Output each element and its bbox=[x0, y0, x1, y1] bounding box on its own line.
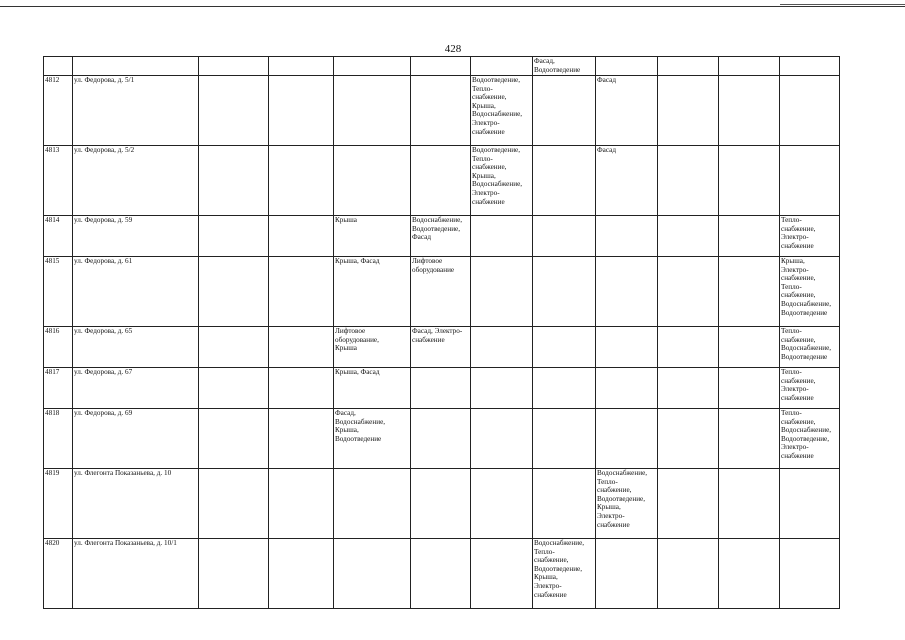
table-cell bbox=[199, 539, 269, 609]
table-cell bbox=[533, 469, 596, 539]
row-number: 4815 bbox=[44, 257, 73, 327]
table-cell bbox=[334, 368, 411, 409]
cell-text: Водоснабжение, Водоотведение, Фасад bbox=[412, 216, 463, 242]
table-cell bbox=[719, 257, 780, 327]
row-number: 4813 bbox=[44, 146, 73, 216]
table-cell bbox=[658, 368, 719, 409]
table-cell bbox=[596, 57, 658, 76]
table-cell bbox=[471, 539, 533, 609]
table-cell bbox=[269, 327, 334, 368]
cell-text: Фасад, Водоснабжение, Крыша, Водоотведение bbox=[335, 409, 386, 443]
table-cell bbox=[596, 368, 658, 409]
row-number: 4812 bbox=[44, 76, 73, 146]
table-cell bbox=[411, 57, 471, 76]
top-rule-secondary bbox=[780, 4, 905, 5]
table-cell bbox=[780, 146, 840, 216]
cell-text: Тепло- снабжение, Водоснабжение, Водоотведение bbox=[781, 327, 832, 361]
address-cell: ул. Федорова, д. 5/2 bbox=[73, 146, 199, 216]
table-cell bbox=[658, 76, 719, 146]
table-cell bbox=[533, 327, 596, 368]
cell-text: Лифтовое оборудование, Крыша bbox=[335, 327, 379, 353]
page-number: 428 bbox=[444, 43, 462, 55]
table-cell bbox=[533, 409, 596, 469]
address-cell: ул. Федорова, д. 65 bbox=[73, 327, 199, 368]
table-cell bbox=[411, 76, 471, 146]
table-cell bbox=[719, 146, 780, 216]
table-cell bbox=[44, 57, 73, 76]
table-row bbox=[44, 327, 840, 368]
table-cell bbox=[719, 57, 780, 76]
table-row-continued bbox=[44, 57, 840, 76]
table-cell bbox=[199, 409, 269, 469]
table-cell bbox=[658, 469, 719, 539]
table-cell bbox=[658, 146, 719, 216]
table-cell bbox=[411, 539, 471, 609]
repair-schedule-table bbox=[43, 56, 840, 609]
table-row bbox=[44, 409, 840, 469]
table-cell bbox=[780, 76, 840, 146]
cell-text: Тепло- снабжение, Водоснабжение, Водоотведение, Электро- снабжение bbox=[781, 409, 832, 460]
table-cell bbox=[411, 146, 471, 216]
table-cell bbox=[334, 539, 411, 609]
table-cell bbox=[658, 216, 719, 257]
table-cell bbox=[334, 57, 411, 76]
table-cell bbox=[780, 368, 840, 409]
table-cell bbox=[269, 469, 334, 539]
table-cell bbox=[719, 409, 780, 469]
table-cell bbox=[533, 257, 596, 327]
table-row bbox=[44, 469, 840, 539]
table-cell bbox=[596, 539, 658, 609]
table-cell bbox=[411, 216, 471, 257]
table-cell bbox=[780, 257, 840, 327]
top-rule bbox=[0, 6, 905, 7]
table-cell bbox=[199, 257, 269, 327]
table-row bbox=[44, 146, 840, 216]
address-cell: ул. Федорова, д. 59 bbox=[73, 216, 199, 257]
cell-text: Водоотведение, Тепло- снабжение, Крыша, Водоснабжение, Электро- снабжение bbox=[472, 146, 523, 206]
table-cell bbox=[334, 76, 411, 146]
table-cell bbox=[719, 539, 780, 609]
table-cell bbox=[719, 368, 780, 409]
table-cell bbox=[658, 409, 719, 469]
table-cell bbox=[471, 76, 533, 146]
table-cell bbox=[411, 327, 471, 368]
address-cell: ул. Федорова, д. 5/1 bbox=[73, 76, 199, 146]
table-row bbox=[44, 76, 840, 146]
table-cell bbox=[199, 216, 269, 257]
table-row bbox=[44, 539, 840, 609]
address-cell: ул. Федорова, д. 61 bbox=[73, 257, 199, 327]
table-cell bbox=[411, 469, 471, 539]
table-cell bbox=[411, 409, 471, 469]
table-cell bbox=[471, 469, 533, 539]
table-cell bbox=[334, 327, 411, 368]
row-number: 4819 bbox=[44, 469, 73, 539]
table-cell bbox=[658, 257, 719, 327]
table-cell bbox=[334, 409, 411, 469]
table-cell bbox=[269, 57, 334, 76]
table-cell bbox=[334, 469, 411, 539]
table-cell bbox=[269, 409, 334, 469]
table-cell bbox=[596, 409, 658, 469]
cell-text: Крыша, Фасад bbox=[335, 368, 380, 376]
table-cell bbox=[73, 57, 199, 76]
table-cell bbox=[471, 146, 533, 216]
table-cell bbox=[780, 216, 840, 257]
cell-text: Фасад, Электро- снабжение bbox=[412, 327, 463, 344]
table-cell bbox=[658, 327, 719, 368]
row-number: 4820 bbox=[44, 539, 73, 609]
table-cell bbox=[471, 409, 533, 469]
table-cell bbox=[780, 409, 840, 469]
table-cell bbox=[269, 368, 334, 409]
table-cell bbox=[533, 368, 596, 409]
table-cell bbox=[596, 216, 658, 257]
table-cell bbox=[269, 257, 334, 327]
cell-text: Лифтовое оборудование bbox=[412, 257, 455, 274]
cell-text: Фасад bbox=[597, 146, 616, 154]
table-cell bbox=[533, 76, 596, 146]
address-cell: ул. Федорова, д. 69 bbox=[73, 409, 199, 469]
table-cell bbox=[719, 76, 780, 146]
table-cell bbox=[719, 327, 780, 368]
table-cell bbox=[269, 539, 334, 609]
table-cell bbox=[199, 146, 269, 216]
table-cell bbox=[471, 257, 533, 327]
row-number: 4816 bbox=[44, 327, 73, 368]
table-cell bbox=[658, 57, 719, 76]
table-cell bbox=[199, 76, 269, 146]
table-cell bbox=[596, 76, 658, 146]
table-cell bbox=[533, 57, 596, 76]
row-number: 4817 bbox=[44, 368, 73, 409]
table-cell bbox=[596, 469, 658, 539]
table-cell bbox=[471, 216, 533, 257]
table-cell bbox=[269, 146, 334, 216]
table-row bbox=[44, 257, 840, 327]
cell-text: Крыша bbox=[335, 216, 357, 224]
cell-text: Водоснабжение, Тепло- снабжение, Водоотведение, Крыша, Электро- снабжение bbox=[534, 539, 585, 599]
table-cell bbox=[780, 469, 840, 539]
table-cell bbox=[471, 327, 533, 368]
table-cell bbox=[658, 539, 719, 609]
cell-text: Фасад, Водоотведение bbox=[534, 57, 581, 74]
cell-text: Крыша, Фасад bbox=[335, 257, 380, 265]
table-cell bbox=[269, 76, 334, 146]
table-cell bbox=[780, 327, 840, 368]
table-cell bbox=[334, 216, 411, 257]
address-cell: ул. Флегонта Показаньева, д. 10 bbox=[73, 469, 199, 539]
table-cell bbox=[596, 327, 658, 368]
table-cell bbox=[411, 368, 471, 409]
table-cell bbox=[334, 257, 411, 327]
cell-text: Крыша, Электро- снабжение, Тепло- снабжение, Водоснабжение, Водоотведение bbox=[781, 257, 832, 317]
table-cell bbox=[411, 257, 471, 327]
table-row bbox=[44, 368, 840, 409]
table-cell bbox=[533, 146, 596, 216]
table-cell bbox=[199, 368, 269, 409]
cell-text: Водоотведение, Тепло- снабжение, Крыша, Водоснабжение, Электро- снабжение bbox=[472, 76, 523, 136]
cell-text: Водоснабжение, Тепло- снабжение, Водоотведение, Крыша, Электро- снабжение bbox=[597, 469, 648, 529]
table-cell bbox=[596, 257, 658, 327]
cell-text: Фасад bbox=[597, 76, 616, 84]
table-cell bbox=[533, 539, 596, 609]
row-number: 4814 bbox=[44, 216, 73, 257]
address-cell: ул. Флегонта Показаньева, д. 10/1 bbox=[73, 539, 199, 609]
address-cell: ул. Федорова, д. 67 bbox=[73, 368, 199, 409]
cell-text: Тепло- снабжение, Электро- снабжение bbox=[781, 368, 816, 402]
table-cell bbox=[471, 368, 533, 409]
table-cell bbox=[269, 216, 334, 257]
table-cell bbox=[780, 57, 840, 76]
row-number: 4818 bbox=[44, 409, 73, 469]
table-cell bbox=[199, 57, 269, 76]
table-cell bbox=[334, 146, 411, 216]
table-row bbox=[44, 216, 840, 257]
table-cell bbox=[471, 57, 533, 76]
table-cell bbox=[533, 216, 596, 257]
table-cell bbox=[199, 327, 269, 368]
table-cell bbox=[719, 216, 780, 257]
table-cell bbox=[596, 146, 658, 216]
cell-text: Тепло- снабжение, Электро- снабжение bbox=[781, 216, 816, 250]
table-cell bbox=[780, 539, 840, 609]
table-cell bbox=[719, 469, 780, 539]
table-cell bbox=[199, 469, 269, 539]
